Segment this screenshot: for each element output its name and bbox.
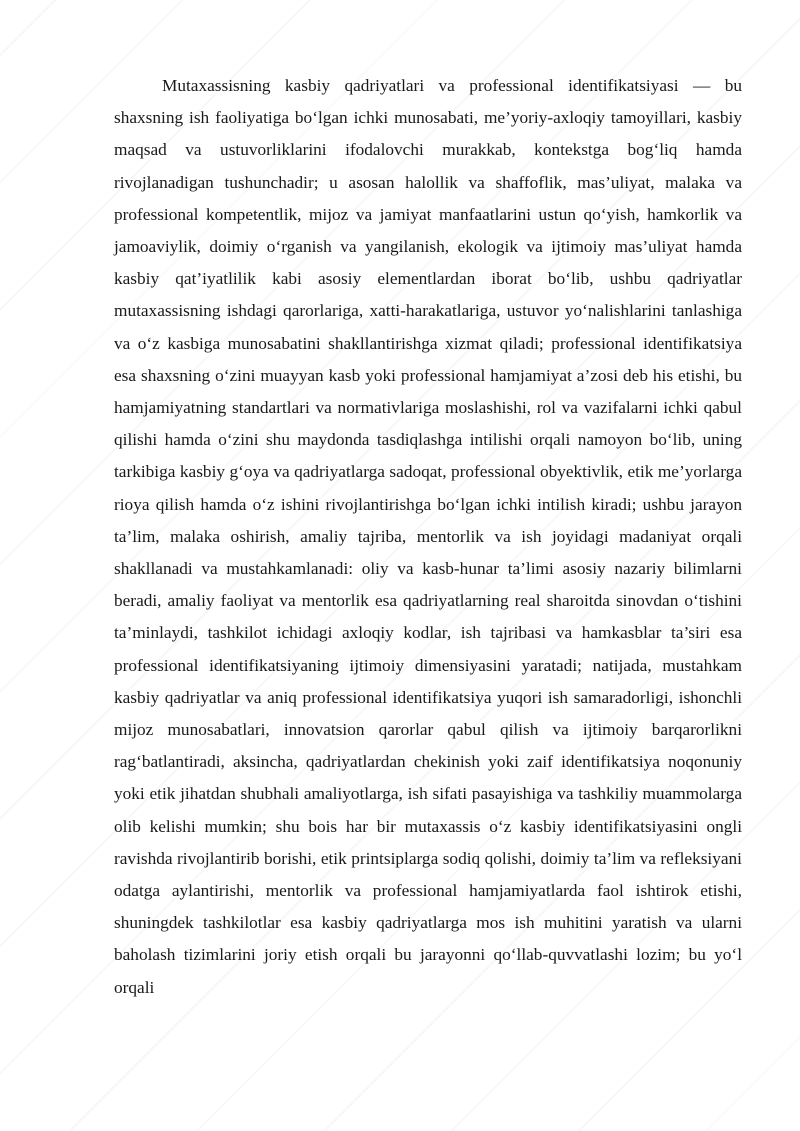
body-paragraph: Mutaxassisning kasbiy qadriyatlari va professional identifikatsiyasi — bu shaxsning ish faoliyatiga bo‘lgan ichki munosabati, me’yoriy-axloqiy tamoyillari, kasbiy maqsad va ustuvorliklarini ifodalovchi murakkab, kontekstga bog‘liq hamda rivojlanadigan tushunchadir; u asosan halollik va shaffoflik, mas’uliyat, malaka va professional kompetentlik, mijoz va jamiyat manfaatlarini ustun qo‘yish, hamkorlik va jamoaviylik, doimiy o‘rganish va yangilanish, ekologik va ijtimoiy mas’uliyat hamda kasbiy qat’iyatlilik kabi asosiy elementlardan iborat bo‘lib, ushbu qadriyatlar mutaxassisning ishdagi qarorlariga, xatti-harakatlariga, ustuvor yo‘nalishlarini tanlashiga va o‘z kasbiga munosabatini shakllantirishga xizmat qiladi; professional identifikatsiya esa shaxsning o‘zini muayyan kasb yoki professional hamjamiyat a’zosi deb his etishi, bu hamjamiyatning standartlari va normativlariga moslashishi, rol va vazifalarni ichki qabul qilishi hamda o‘zini shu maydonda tasdiqlashga intilishi orqali namoyon bo‘lib, uning tarkibiga kasbiy g‘oya va qadriyatlarga sadoqat, professional obyektivlik, etik me’yorlarga rioya qilish hamda o‘z ishini rivojlantirishga bo‘lgan ichki intilish kiradi; ushbu jarayon ta’lim, malaka oshirish, amaliy tajriba, mentorlik va ish joyidagi madaniyat orqali shakllanadi va mustahkamlanadi: oliy va kasb-hunar ta’limi asosiy nazariy bilimlarni beradi, amaliy faoliyat va mentorlik esa qadriyatlarning real sharoitda sinovdan o‘tishini ta’minlaydi, tashkilot ichidagi axloqiy kodlar, ish tajribasi va hamkasblar ta’siri esa professional identifikatsiyaning ijtimoiy dimensiyasini yaratadi; natijada, mustahkam kasbiy qadriyatlar va aniq professional identifikatsiya yuqori ish samaradorligi, ishonchli mijoz munosabatlari, innovatsion qarorlar qabul qilish va ijtimoiy barqarorlikni rag‘batlantiradi, aksincha, qadriyatlardan chekinish yoki zaif identifikatsiya noqonuniy yoki etik jihatdan shubhali amaliyotlarga, ish sifati pasayishiga va tashkiliy muammolarga olib kelishi mumkin; shu bois har bir mutaxassis o‘z kasbiy identifikatsiyasini ongli ravishda rivojlantirib borishi, etik printsiplarga sodiq qolishi, doimiy ta’lim va refleksiyani odatga aylantirishi, mentorlik va professional hamjamiyatlarda faol ishtirok etishi, shuningdek tashkilotlar esa kasbiy qadriyatlarga mos ish muhitini yaratish va ularni baholash tizimlarini joriy etish orqali bu jarayonni qo‘llab-quvvatlashi lozim; bu yo‘l orqali [114,76,742,997]
